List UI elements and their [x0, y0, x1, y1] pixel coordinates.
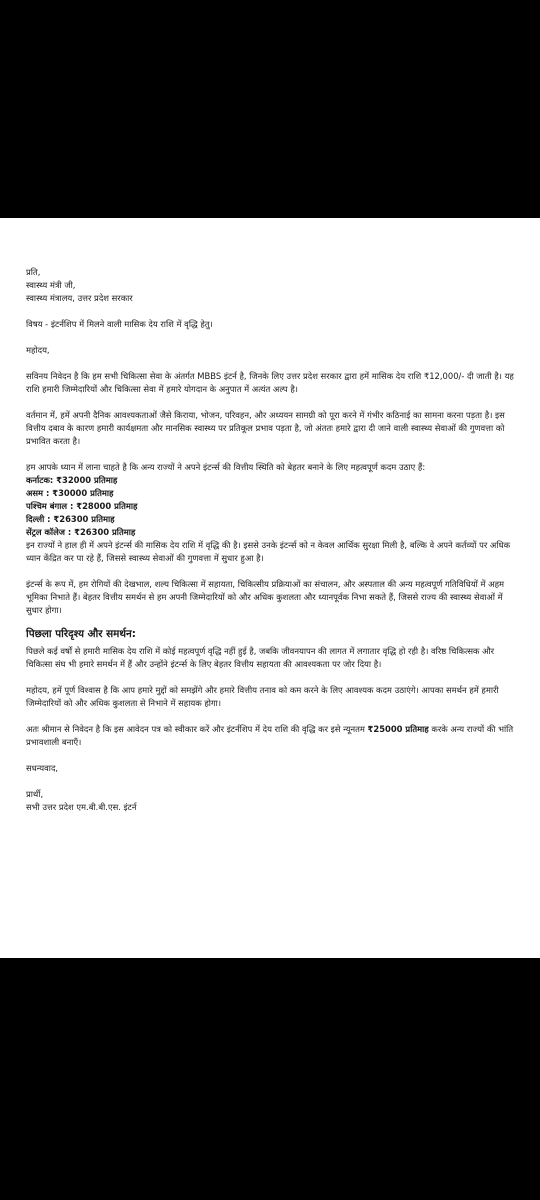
state-stipend-central-college: सेंट्रल कॉलेज : ₹26300 प्रतिमाह [26, 527, 136, 537]
state-stipend-west-bengal: पश्चिम बंगाल : ₹28000 प्रतिमाह [26, 501, 138, 511]
request-amount: ₹25000 प्रतिमाह [367, 724, 429, 734]
recipient-ministry: स्वास्थ्य मंत्रालय, उत्तर प्रदेश सरकार [26, 293, 133, 303]
state-stipend-assam: असम : ₹30000 प्रतिमाह [26, 488, 114, 498]
letter-page [0, 218, 540, 958]
subject-line: विषय - इंटर्नशिप में मिलने वाली मासिक देय राशि में वृद्धि हेतु। [26, 319, 213, 329]
state-stipend-delhi: दिल्ली : ₹26300 प्रतिमाह [26, 514, 115, 524]
paragraph-hardship: वर्तमान में, हमें अपनी दैनिक आवश्यकताओं जैसे किराया, भोजन, परिवहन, और अध्ययन सामग्री को पूरा करने में गंभीर कठिनाई का सामना करना पड़ता है। इस वित्तीय दबाव के कारण हमारी कार्यक्षमता और मानसिक स्वास्थ्य पर प्रतिकूल प्रभाव पड़ता है, जो अंततः हमारे द्वारा दी जाने वाली स्वास्थ्य सेवाओं की गुणवत्ता को प्रभावित करता है। [26, 410, 505, 446]
request-text-before: अतः श्रीमान से निवेदन है कि इस आवेदन पत्र को स्वीकार करें और इंटर्नशिप में देय राशि की वृद्धि कर इसे न्यूनतम [26, 724, 368, 734]
signoff-label: प्रार्थी, [26, 789, 44, 799]
paragraph-intern-role: इंटर्न्स के रूप में, हम रोगियों की देखभाल, शल्य चिकित्सा में सहायता, चिकित्सीय प्रक्रियाओं का संचालन, और अस्पताल की अन्य महत्वपूर्ण गतिविधियों में अहम भूमिका निभाते हैं। बेहतर वित्तीय समर्थन से हम अपनी जिम्मेदारियों को और अधिक कुशलता और ध्यानपूर्वक निभा सकते हैं, जिससे राज्य की स्वास्थ्य सेवाओं में सुधार होगा। [26, 579, 505, 615]
paragraph-trust: महोदय, हमें पूर्ण विश्वास है कि आप हमारे मुद्दों को समझेंगे और हमारे वित्तीय तनाव को कम करने के लिए आवश्यक कदम उठाएंगे। आपका समर्थन हमें हमारी जिम्मेदारियों को और अधिक कुशलता से निभाने में सहायक होगा। [26, 685, 499, 708]
closing-thanks: सधन्यवाद, [26, 763, 59, 773]
paragraph-other-states: हम आपके ध्यान में लाना चाहते है कि अन्य राज्यों ने अपने इंटर्न्स की वित्तीय स्थिति को बेहतर बनाने के लिए महत्वपूर्ण कदम उठाए हैं: [26, 462, 426, 472]
recipient-prefix: प्रति, [26, 267, 41, 277]
paragraph-state-effects: इन राज्यों ने हाल ही में अपने इंटर्न्स की मासिक देय राशि में वृद्धि की है। इससे उनके इंटर्न्स को न केवल आर्थिक सुरक्षा मिली है, बल्कि वे अपने कर्तव्यों पर अधिक ध्यान केंद्रित कर पा रहे हैं, जिससे स्वास्थ्य सेवाओं की गुणवत्ता में सुधार हुआ है। [26, 540, 511, 563]
request-text-after: करके अन्य राज्यों की भांति प्रभावशाली बनाएँ। [26, 724, 514, 747]
section-heading: पिछला परिदृश्य और समर्थन: [26, 628, 136, 640]
letter-body [26, 266, 518, 814]
address-line: महोदय, [26, 345, 50, 355]
paragraph-request [26, 723, 518, 749]
state-stipend-karnataka: कर्नाटक: ₹32000 प्रतिमाह [26, 475, 118, 485]
paragraph-background: पिछले कई वर्षों से हमारी मासिक देय राशि में कोई महत्वपूर्ण वृद्धि नहीं हुई है, जबकि जीवनयापन की लागत में लगातार वृद्धि हो रही है। वरिष्ठ चिकित्सक और चिकित्सा संघ भी हमारे समर्थन में हैं और उन्होंने इंटर्न्स के लिए बेहतर वित्तीय सहायता की आवश्यकता पर जोर दिया है। [26, 646, 495, 669]
signoff-name: सभी उत्तर प्रदेश एम.बी.बी.एस. इंटर्न [26, 802, 137, 812]
recipient-minister: स्वास्थ्य मंत्री जी, [26, 280, 76, 290]
paragraph-intro: सविनय निवेदन है कि हम सभी चिकित्सा सेवा के अंतर्गत MBBS इंटर्न है, जिनके लिए उत्तर प्रदेश सरकार द्वारा हमें मासिक देय राशि ₹12,000/- दी जाती है। यह राशि हमारी जिम्मेदारियों और चिकित्सा सेवा में हमारे योगदान के अनुपात में अत्यंत अल्प है। [26, 371, 514, 394]
